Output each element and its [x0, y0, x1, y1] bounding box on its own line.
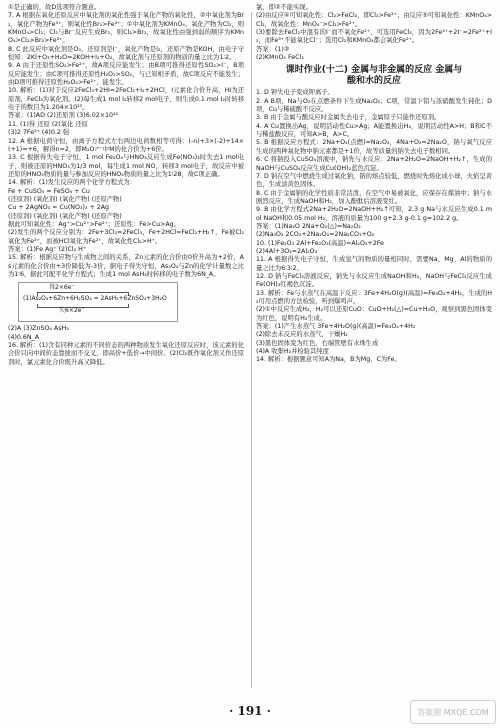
answer-paragraph: 答案：(1)Fe Ag⁺ (2)Cl₂ H⁺ [8, 245, 87, 253]
answer-paragraph: 8. C 由于金属钠的化学性质非常活泼，在空气中易被氧化，应保存在煤油中；钠与水剧烈反应，生成NaOH和H₂，加入酚酞后溶液变红。 [256, 189, 492, 205]
answer-paragraph: 11. (1)得 还原 (2)氧化 还原 [8, 120, 88, 128]
equation-line: Cu + 2AgNO₃ = Cu(NO₃)₂ + 2Ag [8, 204, 110, 212]
equation-annotation: (还原剂) (氧化剂) (氧化产物) (还原产物) [8, 195, 122, 203]
answer-paragraph: 14. 解析：(1)发生反应的两个化学方程式为： [8, 179, 136, 187]
section-lead: 课时作业(十二) [285, 65, 348, 76]
answer-paragraph: 12. A 根据电荷守恒，由离子方程式左右两边电荷数相等可得：(-n)+3×(-2)+14×(+1)=+6，解得n=2，即M₂O₇ⁿ⁻中M的化合价为+6价。 [8, 137, 244, 153]
answer-paragraph: 9. A 由于还原性SO₂>Fe²⁺，故A项反应能发生；由B项可推得还原性SO₂>I⁻，B项反应能发生；由C项可推得还原性H₂O₂>SO₂，与已知相矛盾，故C项反应不能发生；由D项可推得还原性H₂O₂>Fe²⁺，能发生。 [8, 62, 244, 87]
answer-paragraph: 答案：(1)AD (2)还原剂 (3)6.02×10²² [8, 112, 119, 120]
column-divider [251, 12, 252, 688]
right-column [256, 4, 492, 365]
answer-paragraph: 4. A Cu置换出Ag，说明活动性Cu>Ag；A能置换出H₂，说明活动性A>H；B和C不与稀盐酸反应，可知A>B，A>C。 [256, 122, 492, 139]
answer-paragraph: 答案：(1)② [256, 45, 290, 53]
answer-paragraph: (3)2 7Fe²⁺ (4)0.2 强 [8, 129, 70, 137]
answer-paragraph: (2)发生的两个反应分别为：2Fe+3Cl₂=2FeCl₃，Fe+2HCl=FeCl₂+H₂↑，Fe被Cl₂氧化为Fe³⁺，而被HCl氧化为Fe²⁺，故氧化性Cl₂>H⁺。 [8, 229, 244, 245]
answer-paragraph: 13. 解析：Fe与水蒸气在高温下反应：3Fe+4H₂O(g)(高温)=Fe₃O₄+4H₂，生成的H₂可用点燃的方法检验，听到爆鸣声。 [256, 289, 492, 305]
diagram-gain-label: 得2×6e⁻ [49, 284, 75, 292]
equation-line: Fe + CuSO₄ = FeSO₄ + Cu [8, 187, 90, 195]
answer-paragraph: 10. (1)Fe₂O₃ 2Al+Fe₂O₃(高温)=Al₂O₃+2Fe [256, 239, 384, 247]
watermark-logo [410, 700, 496, 724]
answer-paragraph: (4)0.6N_A [8, 333, 40, 341]
left-column [8, 4, 244, 367]
answer-paragraph: 答案：(1)产生水蒸气 3Fe+4H₂O(g)(高温)=Fe₃O₄+4H₂ [256, 323, 416, 331]
electron-transfer-diagram [18, 282, 178, 322]
answer-paragraph: ①是正确的，故D选项符合题意。 [8, 4, 101, 11]
answer-paragraph: (2)①中反应生成H₂，H₂可以还原CuO：CuO+H₂(△)=Cu+H₂O，观察到黑色固体变为红色，说明有H₂生成。 [256, 306, 492, 322]
book-page [8, 4, 494, 694]
answer-paragraph: 10. 解析：(1)对于反应2FeCl₃+2HI=2FeCl₂+I₂+2HCl，I元素化合价升高，HI为还原剂，FeCl₃为氧化剂。(2)每生成1 mol I₂转移2 mol电子，则生成0.1 mol I₂时转移电子的数目为1.204×10²³。 [8, 87, 244, 112]
answer-paragraph: (2)除去未反应的水蒸气，干燥H₂ [256, 331, 348, 339]
answer-paragraph: (2)KMnO₄ FeCl₃ [256, 54, 304, 62]
page-number: · 191 · [229, 704, 271, 718]
equation-annotation: (还原剂) (氧化剂) (氧化产物) (还原产物) [8, 212, 122, 220]
answer-paragraph: (2)A (3)ZnSO₄ AsH₃ [8, 325, 69, 333]
section-title-line-2: 酸和水的反应 [346, 76, 401, 87]
answer-paragraph: 15. 解析：根据反应物与生成物之间的关系，Zn元素的化合价由0价升高为+2价，As元素的化合价由+3价降低为-3价，据电子得失守恒，As₂O₃与Zn的化学计量数之比为1∶6，据此可配平化学方程式；生成1 mol AsH₃时转移的电子数为6N_A。 [8, 254, 244, 278]
answer-paragraph: 2. A B项，Na与O₂在点燃条件下生成Na₂O₂；C项，常温下铝与浓硝酸发生钝化；D项，Cu与稀硫酸不反应。 [256, 97, 492, 114]
watermark-text: 答案圈 MXQE.COM [417, 708, 489, 717]
answer-paragraph: 14. 解析：根据题意可知A为Na，B为Mg，C为Fe。 [256, 356, 401, 364]
answer-paragraph: 1. D 钾失电子变成钾离子。 [256, 89, 334, 97]
answer-paragraph: 3. B 由于金属与酸反应时金属失去电子，金属原子只能作还原剂。 [256, 114, 441, 122]
answer-paragraph: 5. B 根据反应方程式：2Na+O₂(点燃)=Na₂O₂，4Na+O₂=2Na₂O，钠与氧气反应生成的两种氧化物中钠元素都是+1价，故等质量的钠失去电子数相同。 [256, 139, 492, 155]
answer-paragraph: 7. D 钠在空气中燃烧生成过氧化钠，钠的熔点较低，燃烧时先熔化成小球，火焰呈黄色，生成淡黄色固体。 [256, 172, 492, 189]
answer-paragraph: 7. A 根据在氧化还原反应中氧化剂的氧化性强于氧化产物的氧化性，②中氧化剂为Br₂，氧化产物为Fe³⁺，则氧化性Br₂>Fe³⁺；①中氧化剂为KMnO₄，氧化产物为Cl₂，则KMnO₄>Cl₂；Cl₂与Br⁻反应生成Br₂，则Cl₂>Br₂，故氧化性由强到弱的顺序为KMnO₄>Cl₂>Br₂>Fe³⁺。 [8, 12, 245, 45]
answer-paragraph: (3)要除去FeCl₂中混有的I⁻而不氧化Fe²⁺，可选用FeCl₃，因为2Fe³⁺+2I⁻=2Fe²⁺+I₂，而Fe³⁺不能氧化Cl⁻；选用Cl₂和KMnO₄都会氧化Fe²⁺。 [256, 29, 492, 45]
diagram-loss-label: 失6×2e⁻ [59, 307, 85, 315]
answer-paragraph: (2)4Al+3O₂=2Al₂O₃ [256, 247, 318, 255]
answer-paragraph: 12. D 钠与FeCl₃溶液反应，钠先与水反应生成NaOH和H₂，NaOH与FeCl₃反应生成Fe(OH)₃红褐色沉淀。 [256, 272, 492, 289]
answer-paragraph: (3)黑色固体变为红色，右端管壁有水珠生成 [256, 339, 379, 347]
answer-paragraph: (2)由反应④可知氧化性：Cl₂>FeCl₃，即Cl₂>Fe³⁺；由反应⑤可知氧化性：KMnO₄>Cl₂，故氧化性：MnO₄⁻>Cl₂>Fe³⁺。 [256, 12, 492, 28]
answer-paragraph: 8. C 此反应中氧化剂是O₃，还原剂是I⁻，氧化产物是I₂，还原产物是KOH，由电子守恒知：2KI+O₃+H₂O=2KOH+I₂+O₂，故氧化剂与还原剂的物质的量之比为1∶2。 [8, 45, 244, 62]
answer-paragraph: 9. B 由化学方程式2Na+2H₂O=2NaOH+H₂↑可知，2.3 g Na与水反应生成0.1 mol NaOH和0.05 mol H₂，溶液的质量为100 g+2.3 g-0.1 g=102.2 g。 [256, 206, 492, 222]
section-heading [256, 65, 492, 87]
section-title-line-1: 金属与非金属的反应 金属与 [351, 65, 463, 76]
answer-paragraph: 13. C 根据得失电子守恒，1 mol Fe₃O₄与HNO₃反应生成Fe(NO₃)₃时失去1 mol电子，则被还原的HNO₃为1/3 mol，每生成1 mol NO，转移3 mol电子，故反应中被还原的HNO₃物质的量与参加反应的HNO₃物质的量之比为1∶28，故C项正确。 [8, 154, 244, 178]
answer-paragraph: 氯，即②不能实现。 [256, 4, 313, 11]
answer-paragraph: 6. C 将钠投入CuSO₄溶液中，钠先与水反应：2Na+2H₂O=2NaOH+H₂↑，生成的NaOH与CuSO₄反应生成Cu(OH)₂蓝色沉淀。 [256, 156, 492, 172]
answer-paragraph: (4)A 收集H₂并检验其纯度 [256, 348, 329, 356]
answer-paragraph: 据此可知氧化性：Ag⁺>Cu²⁺>Fe²⁺；还原性：Fe>Cu>Ag。 [8, 220, 180, 228]
answer-paragraph: 11. A 根据得失电子守恒，生成氢气的物质的量相同时，需要Na、Mg、Al的物质的量之比为6∶3∶2。 [256, 256, 492, 272]
answer-paragraph: (2)Na₂O₂ 2CO₂+2Na₂O₂=2Na₂CO₃+O₂ [256, 231, 375, 239]
answer-paragraph: 16. 解析：(1)含有同种元素的不同价态的两种物质发生氧化还原反应时，该元素的化合价只向中间价态靠拢而不交叉，即高价+低价→中间价。(2)Cl₂既作氧化剂又作还原剂时，氯元素化合价既升高又降低。 [8, 342, 244, 366]
answer-paragraph: 答案：(1)Na₂O 2Na+O₂(△)=Na₂O₂ [256, 222, 361, 230]
diagram-equation: (1)As₂O₃+6Zn+6H₂SO₄ = 2AsH₃+6ZnSO₄+3H₂O [23, 295, 167, 303]
